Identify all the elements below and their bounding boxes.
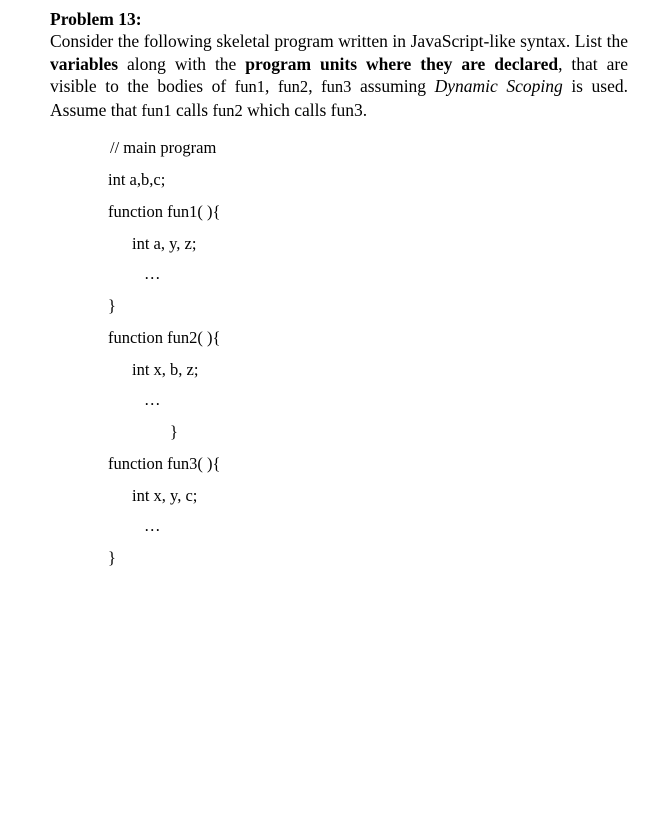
statement-text: assuming (351, 76, 435, 96)
statement-text: calls (171, 99, 213, 120)
code-line-fun3-close: } (108, 548, 116, 567)
statement-text: , (265, 76, 278, 96)
emphasis-dynamic-scoping: Dynamic Scoping (434, 76, 563, 96)
function-ref: fun1 (234, 77, 265, 96)
statement-text: , that are visible to the bodies of (50, 53, 628, 96)
statement-text: is used. Assume that (50, 76, 628, 120)
problem-block (50, 8, 628, 122)
code-line-fun1-body: … (144, 264, 161, 283)
code-line-fun1-close: } (108, 296, 116, 315)
code-line-fun2-body: … (144, 390, 161, 409)
function-ref: fun2 (277, 77, 309, 96)
problem-title: Problem 13: (50, 9, 142, 29)
code-line-fun3-decl: int x, y, c; (132, 486, 198, 505)
function-ref: fun3 (321, 77, 352, 96)
code-line-fun2-decl: int x, b, z; (132, 360, 199, 379)
code-line-fun3-header: function fun3( ){ (108, 454, 221, 473)
emphasis-program-units: program units where they are declared (245, 53, 559, 74)
statement-text: Consider the following skeletal program written in JavaScript-like syntax. List the (50, 31, 628, 51)
function-ref: fun1 (141, 100, 172, 120)
statement-text: , (308, 76, 322, 96)
code-line-fun2-header: function fun2( ){ (108, 328, 221, 347)
emphasis-variables: variables (50, 53, 119, 74)
code-line-fun1-header: function fun1( ){ (108, 202, 221, 221)
statement-text: which calls fun3. (242, 99, 368, 120)
function-ref: fun2 (212, 100, 243, 120)
problem-statement (50, 30, 628, 122)
code-line-comment: // main program (110, 138, 217, 157)
code-line-fun3-body: … (144, 516, 161, 535)
code-line-global-decl: int a,b,c; (108, 170, 166, 189)
code-line-fun2-close: } (170, 422, 178, 441)
statement-text: along with the (118, 53, 246, 74)
code-line-fun1-decl: int a, y, z; (132, 234, 197, 253)
